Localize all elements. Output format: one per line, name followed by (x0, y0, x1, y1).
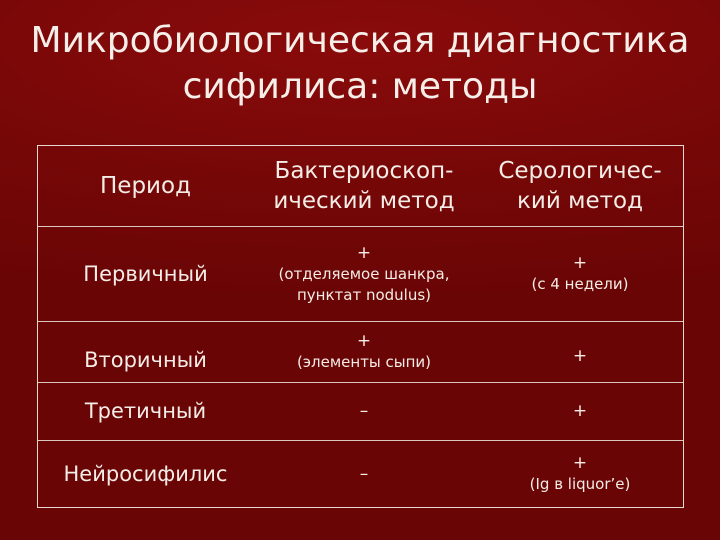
slide-title: Микробиологическая диагностика сифилиса: методы (30, 20, 690, 107)
table-row-primary-bacterioscopic (253, 226, 475, 321)
table-row-primary-period (38, 226, 253, 321)
table-row-secondary-bacterioscopic (253, 321, 475, 382)
result-note: (отделяемое шанкра, (278, 264, 450, 283)
result-mark: – (359, 463, 369, 484)
result-mark: + (572, 253, 588, 273)
row-period-label: Нейросифилис (63, 461, 228, 486)
methods-table (37, 145, 684, 508)
row-period-label: Первичный (83, 261, 208, 286)
result-mark: + (356, 242, 372, 263)
header-serologic (475, 146, 685, 226)
result-mark: + (572, 345, 588, 366)
header-serologic-line2: кий метод (517, 188, 643, 214)
table-row-tertiary-bacterioscopic (253, 382, 475, 440)
result-mark: + (356, 331, 372, 351)
table-row-neurosyphilis-bacterioscopic (253, 440, 475, 507)
table-row-neurosyphilis-serologic (475, 440, 685, 507)
result-mark: – (359, 401, 369, 421)
row-period-label: Вторичный (84, 347, 207, 372)
row-period-label: Третичный (84, 399, 207, 423)
header-bacterioscopic (253, 146, 475, 226)
header-period (38, 146, 253, 226)
table-row-neurosyphilis-period (38, 440, 253, 507)
result-mark: + (572, 453, 588, 473)
result-note: (элементы сыпи) (296, 353, 432, 371)
result-note: пунктат nodulus) (296, 285, 432, 304)
table-row-tertiary-serologic (475, 382, 685, 440)
result-note: (Ig в liquor’e) (529, 475, 631, 493)
header-bacterioscopic-line1: Бактериоскоп- (274, 158, 454, 184)
header-serologic-line1: Серологичес- (498, 158, 662, 184)
table-row-primary-serologic (475, 226, 685, 321)
result-mark: + (572, 401, 588, 421)
table-row-tertiary-period (38, 382, 253, 440)
header-period-label: Период (100, 173, 191, 199)
table-row-secondary-serologic (475, 321, 685, 382)
result-note: (с 4 недели) (531, 275, 629, 293)
table-row-secondary-period (38, 321, 253, 382)
header-bacterioscopic-line2: ический метод (273, 188, 455, 214)
